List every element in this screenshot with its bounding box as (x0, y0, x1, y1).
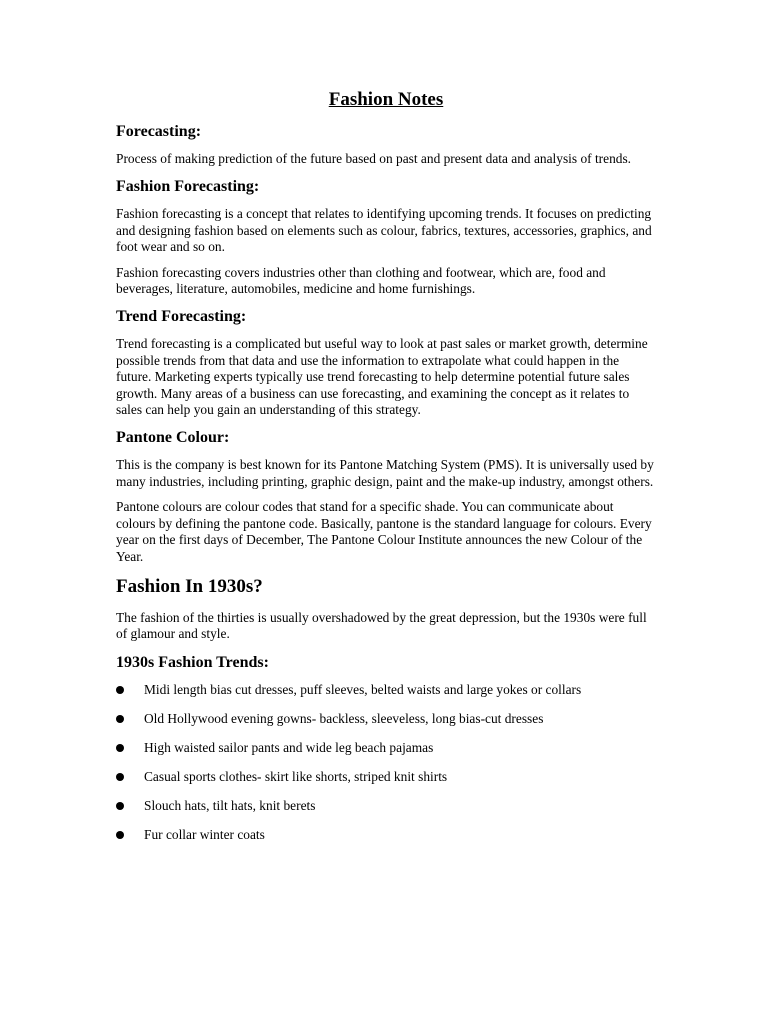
list-item-text: Old Hollywood evening gowns- backless, sleeveless, long bias-cut dresses (144, 710, 544, 726)
paragraph: Trend forecasting is a complicated but useful way to look at past sales or market growth, determine possible trends from that data and use the information to extrapolate what could happen in the future. Marketing experts typically use trend forecasting to help determine potential future sales growth. Many areas of a business can use forecasting, and examining the concept as it relates to sales can help you gain an understanding of this strategy. (116, 336, 648, 418)
section-heading: Pantone Colour: (116, 429, 230, 447)
list-item-text: Midi length bias cut dresses, puff sleeves, belted waists and large yokes or collars (144, 681, 582, 697)
list-item-text: High waisted sailor pants and wide leg beach pajamas (144, 739, 434, 755)
section-forecasting (116, 121, 656, 167)
list-item (116, 798, 656, 814)
list-item-text: Casual sports clothes- skirt like shorts, striped knit shirts (144, 768, 448, 784)
list-item (116, 740, 656, 756)
list-item (116, 769, 656, 785)
section-heading: Trend Forecasting: (116, 308, 247, 326)
bullet-icon (116, 686, 124, 694)
section-heading: Fashion In 1930s? (116, 575, 263, 597)
paragraph: Pantone colours are colour codes that stand for a specific shade. You can communicate about colours by defining the pantone code. Basically, pantone is the standard language for colours. Every year on the first days of December, The Pantone Colour Institute announces the new Colour of the Year. (116, 499, 652, 564)
list-item (116, 682, 656, 698)
bullet-icon (116, 744, 124, 752)
section-fashion-1930s (116, 574, 656, 643)
section-heading: 1930s Fashion Trends: (116, 653, 269, 671)
section-fashion-forecasting (116, 176, 656, 297)
list-item-text: Slouch hats, tilt hats, knit berets (144, 797, 316, 813)
section-trend-forecasting (116, 306, 656, 418)
bullet-icon (116, 802, 124, 810)
bullet-icon (116, 773, 124, 781)
section-1930s-trends (116, 652, 656, 843)
bullet-icon (116, 831, 124, 839)
paragraph: The fashion of the thirties is usually overshadowed by the great depression, but the 1930s were full of glamour and style. (116, 609, 647, 642)
paragraph: Fashion forecasting covers industries other than clothing and footwear, which are, food and beverages, literature, automobiles, medicine and home furnishings. (116, 264, 606, 297)
list-item-text: Fur collar winter coats (144, 826, 265, 842)
list-item (116, 711, 656, 727)
section-heading: Forecasting: (116, 123, 202, 140)
bullet-list (116, 682, 656, 843)
paragraph: Process of making prediction of the future based on past and present data and analysis of trends. (116, 151, 632, 166)
paragraph: This is the company is best known for its Pantone Matching System (PMS). It is universally used by many industries, including printing, graphic design, paint and the make-up industry, amongst others. (116, 457, 654, 489)
bullet-icon (116, 715, 124, 723)
paragraph: Fashion forecasting is a concept that relates to identifying upcoming trends. It focuses on predicting and designing fashion based on elements such as colour, fabrics, textures, accessories, graphics, and foot wear and so on. (116, 206, 652, 255)
document-page (116, 86, 656, 856)
section-heading: Fashion Forecasting: (116, 178, 260, 196)
section-pantone-colour (116, 427, 656, 564)
document-title: Fashion Notes (328, 89, 444, 110)
list-item (116, 827, 656, 843)
